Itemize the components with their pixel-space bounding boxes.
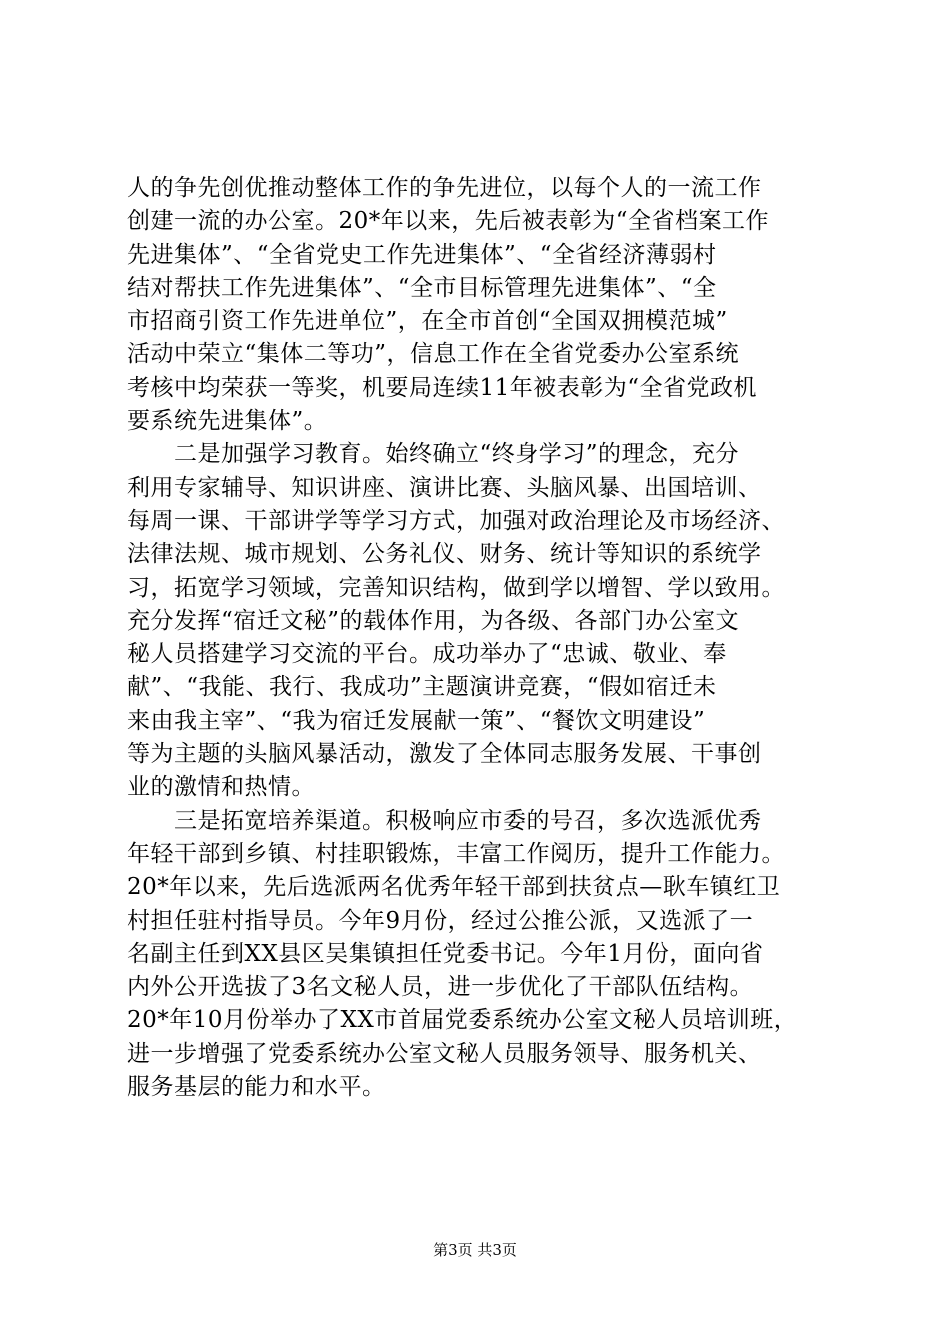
- text-line: 要系统先进集体”。: [127, 408, 328, 435]
- text-line: 活动中荣立“集体二等功”，信息工作在全省党委办公室系统: [127, 341, 740, 368]
- text-line: 村担任驻村指导员。今年9月份，经过公推公派，又选派了一: [127, 907, 754, 934]
- text-line: 利用专家辅导、知识讲座、演讲比赛、头脑风暴、出国培训、: [127, 474, 762, 501]
- text-line: 市招商引资工作先进单位”，在全市首创“全国双拥模范城”: [127, 308, 728, 335]
- text-line: 人的争先创优推动整体工作的争先进位，以每个人的一流工作: [127, 175, 762, 201]
- text-line: 法律法规、城市规划、公务礼仪、财务、统计等知识的系统学: [127, 541, 762, 568]
- document-body: [127, 172, 827, 1104]
- text-line: 习，拓宽学习领域，完善知识结构，做到学以增智、学以致用。: [127, 574, 785, 601]
- page-number-footer: 第3页 共3页: [433, 1241, 517, 1259]
- paragraph-start-line: 二是加强学习教育。始终确立“终身学习”的理念，充分: [174, 441, 740, 468]
- text-line: 业的激情和热情。: [127, 774, 315, 801]
- text-line: 来由我主宰”、“我为宿迁发展献一策”、“餐饮文明建设”: [127, 707, 706, 734]
- text-line: 先进集体”、“全省党史工作先进集体”、“全省经济薄弱村: [127, 241, 717, 268]
- text-line: 进一步增强了党委系统办公室文秘人员服务领导、服务机关、: [127, 1040, 762, 1067]
- text-line: 年轻干部到乡镇、村挂职锻炼，丰富工作阅历，提升工作能力。: [127, 840, 785, 867]
- text-line: 考核中均荣获一等奖，机要局连续11年被表彰为“全省党政机: [127, 374, 758, 401]
- text-line: 每周一课、干部讲学等学习方式，加强对政治理论及市场经济、: [127, 507, 785, 534]
- text-line: 秘人员搭建学习交流的平台。成功举办了“忠诚、敬业、奉: [127, 641, 727, 668]
- text-line: 内外公开选拔了3名文秘人员，进一步优化了干部队伍结构。: [127, 974, 754, 1001]
- text-line: 服务基层的能力和水平。: [127, 1074, 386, 1101]
- paragraph-start-line: 三是拓宽培养渠道。积极响应市委的号召，多次选派优秀: [174, 807, 762, 834]
- text-line: 献”、“我能、我行、我成功”主题演讲竞赛，“假如宿迁未: [127, 674, 717, 701]
- text-line: 名副主任到XX县区吴集镇担任党委书记。今年1月份，面向省: [127, 940, 764, 967]
- text-line: 等为主题的头脑风暴活动，激发了全体同志服务发展、干事创: [127, 741, 762, 768]
- text-line: 20*年10月份举办了XX市首届党委系统办公室文秘人员培训班，: [127, 1007, 798, 1034]
- text-line: 20*年以来，先后选派两名优秀年轻干部到扶贫点—耿车镇红卫: [127, 874, 781, 901]
- text-line: 充分发挥“宿迁文秘”的载体作用，为各级、各部门办公室文: [127, 607, 740, 634]
- text-line: 结对帮扶工作先进集体”、“全市目标管理先进集体”、“全: [127, 274, 717, 301]
- text-line: 创建一流的办公室。20*年以来，先后被表彰为“全省档案工作: [127, 208, 770, 235]
